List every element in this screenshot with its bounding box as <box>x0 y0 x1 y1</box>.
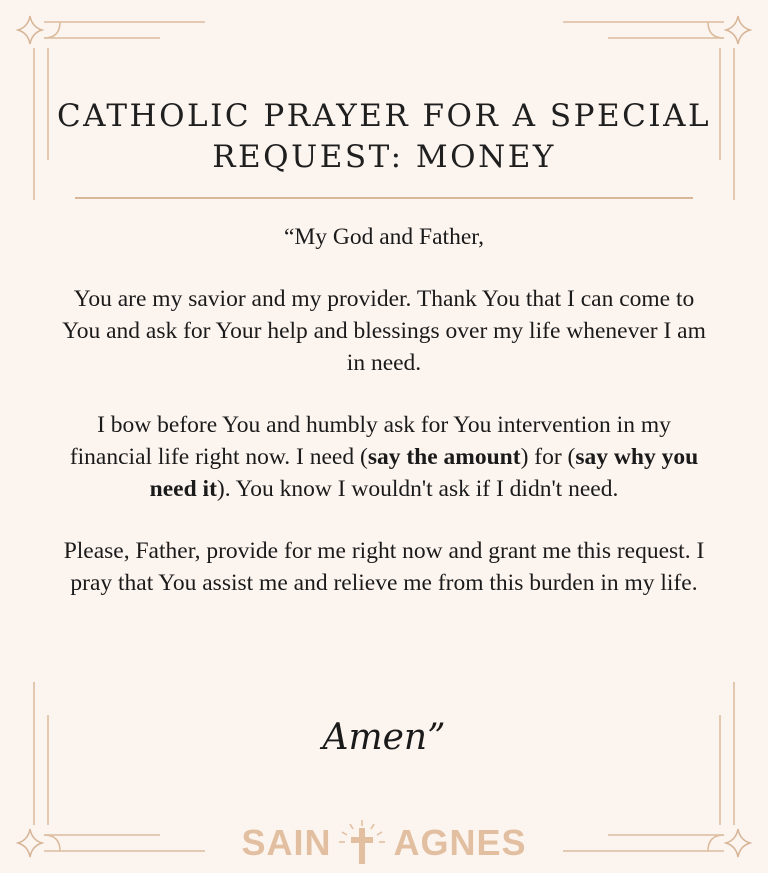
prayer-closing: Amen” <box>322 717 446 758</box>
prayer-salutation: “My God and Father, <box>283 224 485 250</box>
title-divider <box>75 197 693 199</box>
say-amount-instruction: say the amount <box>367 444 521 470</box>
prayer-paragraph-2 <box>60 409 708 505</box>
title-line-2: REQUEST: MONEY <box>212 139 556 175</box>
paragraph-2-text-1: I bow before You and humbly ask for You intervention in my financial life right now. I need ( <box>69 412 671 470</box>
paragraph-2-text-3: ). You know I wouldn't ask if I didn't need. <box>216 476 619 502</box>
page-title <box>40 96 728 178</box>
brand-text-right: AGNES <box>393 822 527 863</box>
paragraph-2-text-2: ) for ( <box>520 444 576 470</box>
title-line-1: CATHOLIC PRAYER FOR A SPECIAL <box>56 98 712 134</box>
prayer-body <box>60 221 708 629</box>
say-reason-instruction: say why you need it <box>149 444 699 502</box>
prayer-paragraph-1: You are my savior and my provider. Thank You that I can come to You and ask for Your help and blessings over my life whenever I am in need. <box>62 286 706 376</box>
cross-sunburst-icon <box>335 818 389 868</box>
brand-text-left: SAIN <box>241 822 332 863</box>
brand-logo <box>0 818 768 868</box>
prayer-paragraph-3: Please, Father, provide for me right now and grant me this request. I pray that You assist me and relieve me from this burden in my life. <box>63 538 705 596</box>
